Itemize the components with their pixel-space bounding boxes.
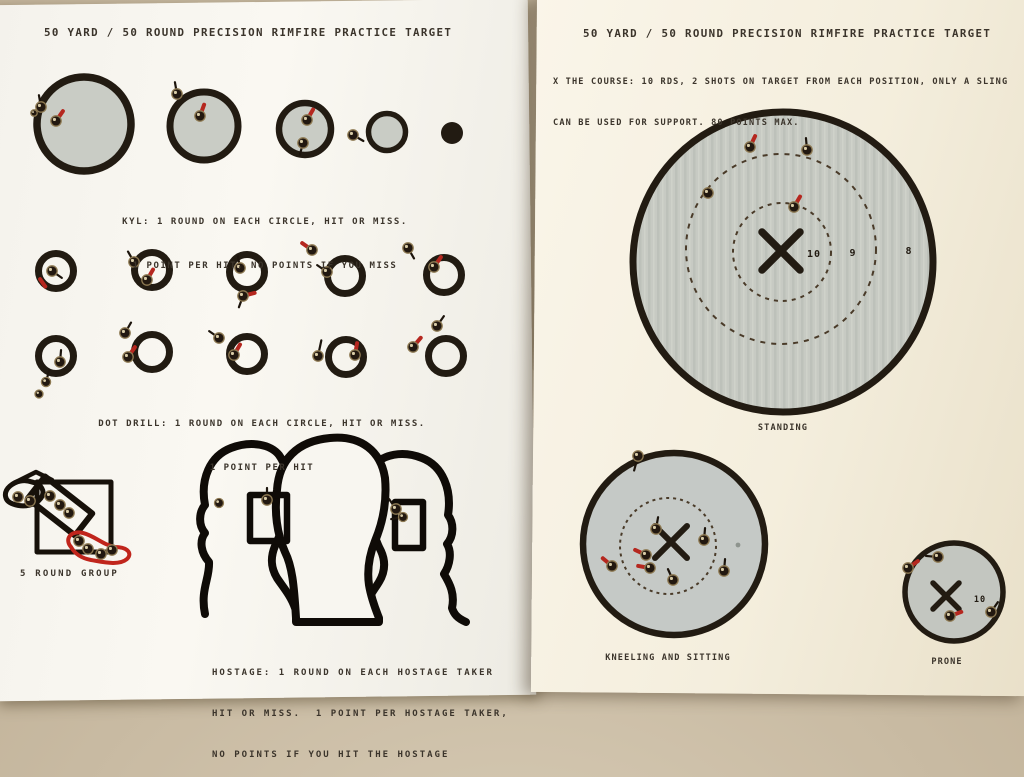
bullet-hole (172, 82, 182, 99)
dot-drill-instruction-line1: DOT DRILL: 1 ROUND ON EACH CIRCLE, HIT OR MISS. (98, 419, 426, 429)
kyl-instructions (65, 186, 465, 288)
target-standing (633, 112, 933, 412)
bullet-hole (74, 536, 84, 546)
dot-drill-ring (429, 339, 464, 374)
standing-outer-circle (633, 112, 933, 412)
bullet-hole (215, 499, 224, 508)
left-page-title: 50 YARD / 50 ROUND PRECISION RIMFIRE PRACTICE TARGET (44, 26, 453, 39)
ring-number: 9 (849, 248, 857, 259)
ring-number: 10 (973, 595, 987, 605)
bullet-hole (348, 130, 364, 141)
bullet-hole (13, 492, 23, 502)
bullet-hole (736, 543, 741, 548)
kyl-circle (170, 92, 238, 160)
target-prone (905, 543, 1003, 641)
dot-drill-instructions (62, 388, 462, 490)
bullet-hole (25, 496, 35, 506)
course-line1: X THE COURSE: 10 RDS, 2 SHOTS ON TARGET FROM EACH POSITION, ONLY A SLING (553, 77, 1009, 87)
bullet-hole (55, 500, 65, 510)
bullet-hole (45, 491, 55, 501)
hostage-instructions (212, 639, 509, 777)
kyl-aiming-dot (441, 122, 463, 144)
right-page-title: 50 YARD / 50 ROUND PRECISION RIMFIRE PRACTICE TARGET (583, 27, 992, 40)
five-round-group-label: 5 ROUND GROUP (20, 569, 120, 579)
hostage-instruction-line1: HOSTAGE: 1 ROUND ON EACH HOSTAGE TAKER (212, 667, 494, 678)
bullet-hole (408, 338, 421, 352)
bullet-hole (83, 544, 93, 554)
bullet-hole (238, 291, 255, 307)
bullet-hole (107, 545, 117, 555)
course-line2: CAN BE USED FOR SUPPORT. 80 POINTS MAX. (553, 117, 800, 128)
kyl-instruction-line2: 1 POINT PER HIT, NO POINTS IF YOU MISS (132, 260, 398, 271)
bullet-hole (31, 110, 37, 116)
prone-target-label: PRONE (931, 657, 963, 667)
bullet-hole (350, 343, 360, 360)
dot-drill-ring (39, 339, 74, 374)
course-description (553, 49, 1008, 144)
bullet-hole (55, 350, 65, 367)
ring-number: 10 (806, 249, 822, 260)
bullet-hole (64, 508, 74, 518)
bullet-hole (313, 340, 323, 361)
bullet-hole (432, 316, 444, 331)
dot-drill-ring (135, 335, 170, 370)
bullet-hole (96, 549, 106, 559)
kyl-instruction-line1: KYL: 1 ROUND ON EACH CIRCLE, HIT OR MISS. (122, 217, 408, 227)
hostage-instruction-line2: HIT OR MISS. 1 POINT PER HOSTAGE TAKER, (212, 708, 509, 719)
bullet-hole (209, 331, 224, 343)
bullet-hole (35, 390, 43, 398)
ring-number: 8 (905, 246, 913, 257)
bullet-hole (262, 488, 272, 505)
kyl-circle (369, 114, 406, 151)
prone-outer-circle (905, 543, 1003, 641)
standing-target-label: STANDING (757, 423, 809, 433)
hostage-instruction-line3: NO POINTS IF YOU HIT THE HOSTAGE (212, 750, 450, 761)
bullet-hole (47, 266, 62, 278)
bullet-hole (703, 188, 713, 198)
kneeling-target-label: KNEELING AND SITTING (605, 653, 731, 663)
dot-drill-instruction-line2: 1 POINT PER HIT (209, 462, 315, 473)
bullet-hole (120, 323, 131, 339)
